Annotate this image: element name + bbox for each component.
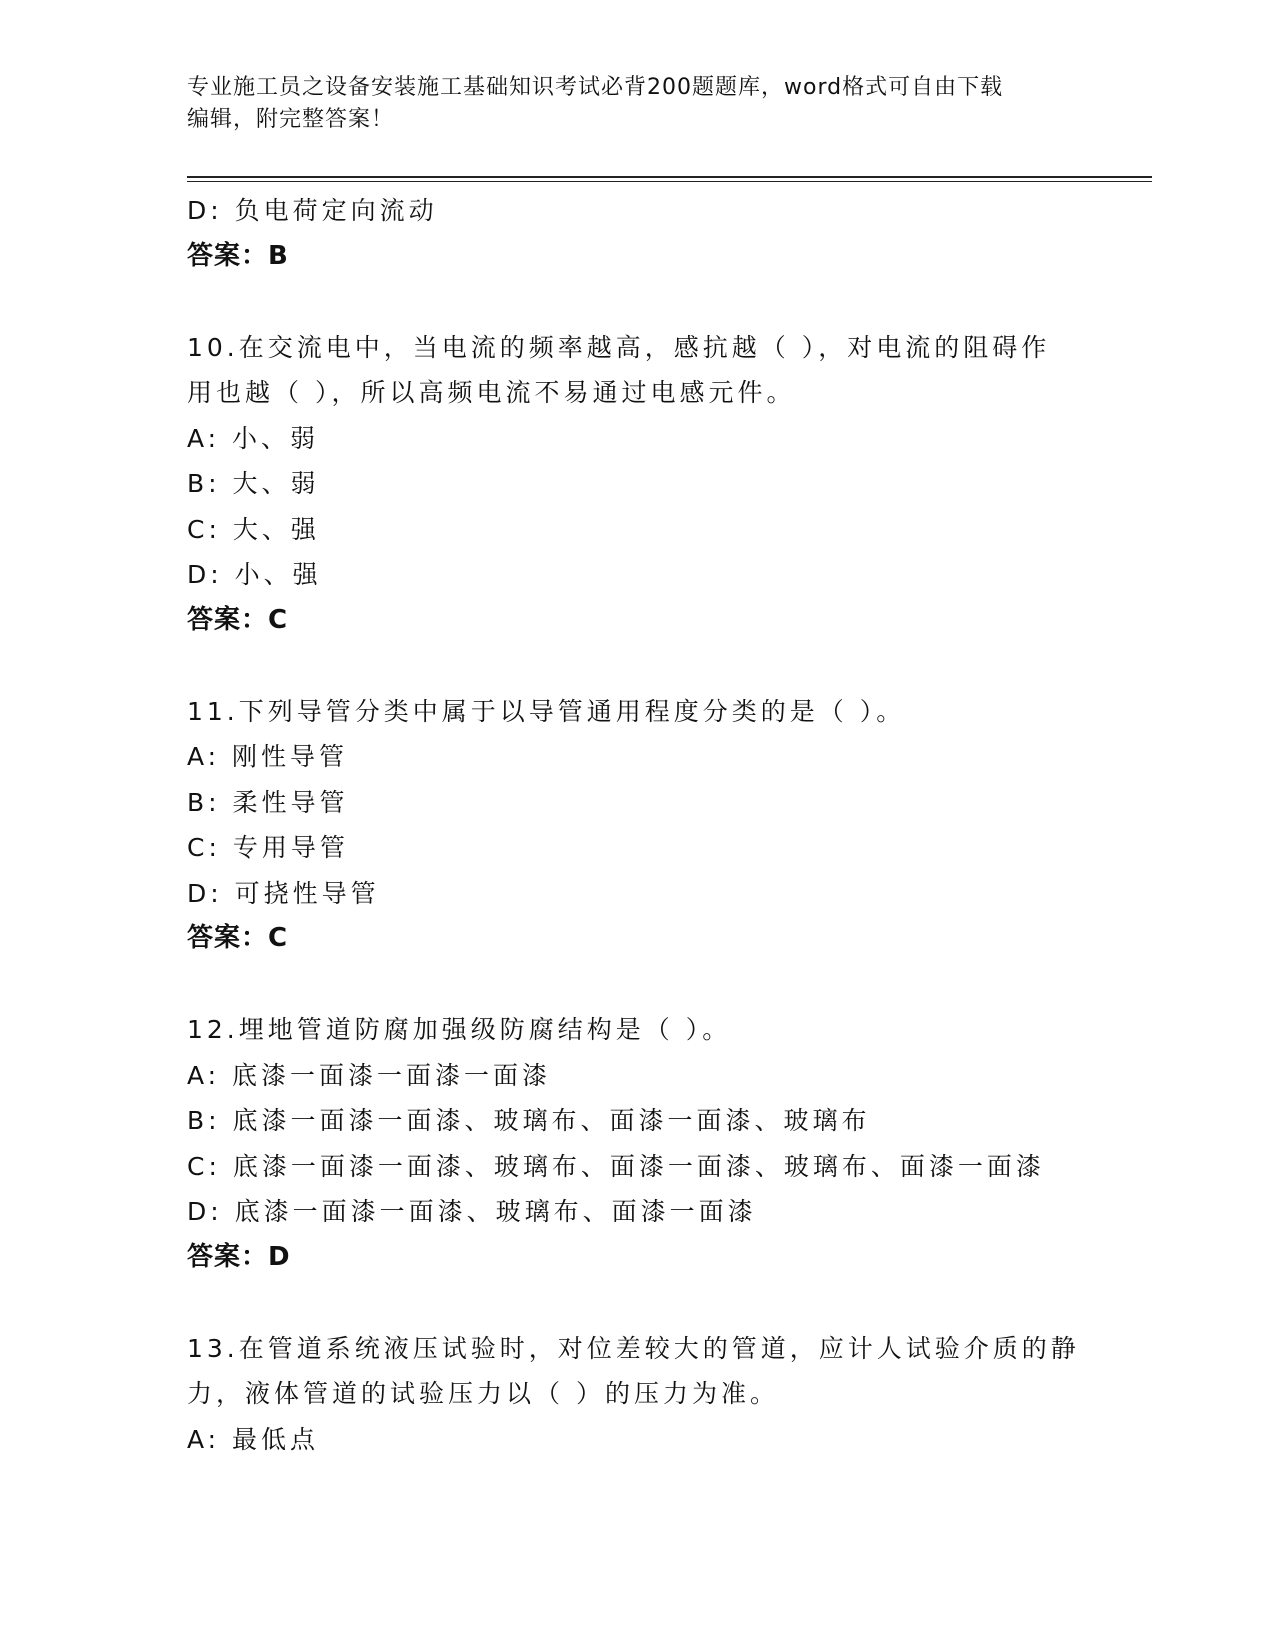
- spacer: [187, 643, 1087, 689]
- header-divider: [187, 176, 1152, 182]
- option-d: D: 底漆一面漆一面漆、玻璃布、面漆一面漆: [187, 1197, 757, 1226]
- question-11: [187, 689, 1087, 962]
- spacer: [187, 279, 1087, 325]
- option-a: A: 最低点: [187, 1424, 320, 1454]
- header-title-line1: 专业施工员之设备安装施工基础知识考试必背200题题库，word格式可自由下载: [187, 75, 1004, 100]
- question-stem-line1: 11.下列导管分类中属于以导管通用程度分类的是（ ）。: [187, 696, 906, 726]
- option-c: C: 大、强: [187, 514, 320, 544]
- answer: 答案：B: [187, 240, 289, 271]
- option-c: C: 底漆一面漆一面漆、玻璃布、面漆一面漆、玻璃布、面漆一面漆: [187, 1151, 1045, 1181]
- question-stem-line1: 10.在交流电中，当电流的频率越高，感抗越（ ），对电流的阻碍作: [187, 332, 1051, 362]
- question-stem-line1: 13.在管道系统液压试验时，对位差较大的管道，应计人试验介质的静: [187, 1333, 1080, 1363]
- option-a: A: 刚性导管: [187, 742, 349, 771]
- answer: 答案：C: [187, 604, 289, 635]
- question-stem-line2: 用也越（ ），所以高频电流不易通过电感元件。: [187, 378, 796, 407]
- option-d: D: 小、强: [187, 560, 322, 589]
- question-13: [187, 1326, 1087, 1463]
- question-stem-line2: 力，液体管道的试验压力以（ ）的压力为准。: [187, 1379, 779, 1408]
- option-d: D: 负电荷定向流动: [187, 196, 438, 225]
- option-a: A: 小、弱: [187, 423, 320, 453]
- spacer: [187, 1280, 1087, 1326]
- option-a: A: 底漆一面漆一面漆一面漆: [187, 1060, 552, 1090]
- question-9-tail: [187, 188, 1087, 279]
- option-c: C: 专用导管: [187, 833, 349, 862]
- document-body: [187, 188, 1087, 1462]
- answer: 答案：C: [187, 923, 289, 953]
- option-d: D: 可挠性导管: [187, 878, 380, 908]
- answer: 答案：D: [187, 1241, 291, 1272]
- header-title-line2: 编辑，附完整答案！: [187, 107, 395, 132]
- question-stem-line1: 12.埋地管道防腐加强级防腐结构是（ ）。: [187, 1015, 732, 1044]
- option-b: B: 柔性导管: [187, 787, 349, 817]
- spacer: [187, 962, 1087, 1008]
- page-header: [187, 72, 1087, 136]
- option-b: B: 底漆一面漆一面漆、玻璃布、面漆一面漆、玻璃布: [187, 1106, 871, 1135]
- option-b: B: 大、弱: [187, 469, 320, 498]
- question-10: [187, 325, 1087, 644]
- question-12: [187, 1007, 1087, 1280]
